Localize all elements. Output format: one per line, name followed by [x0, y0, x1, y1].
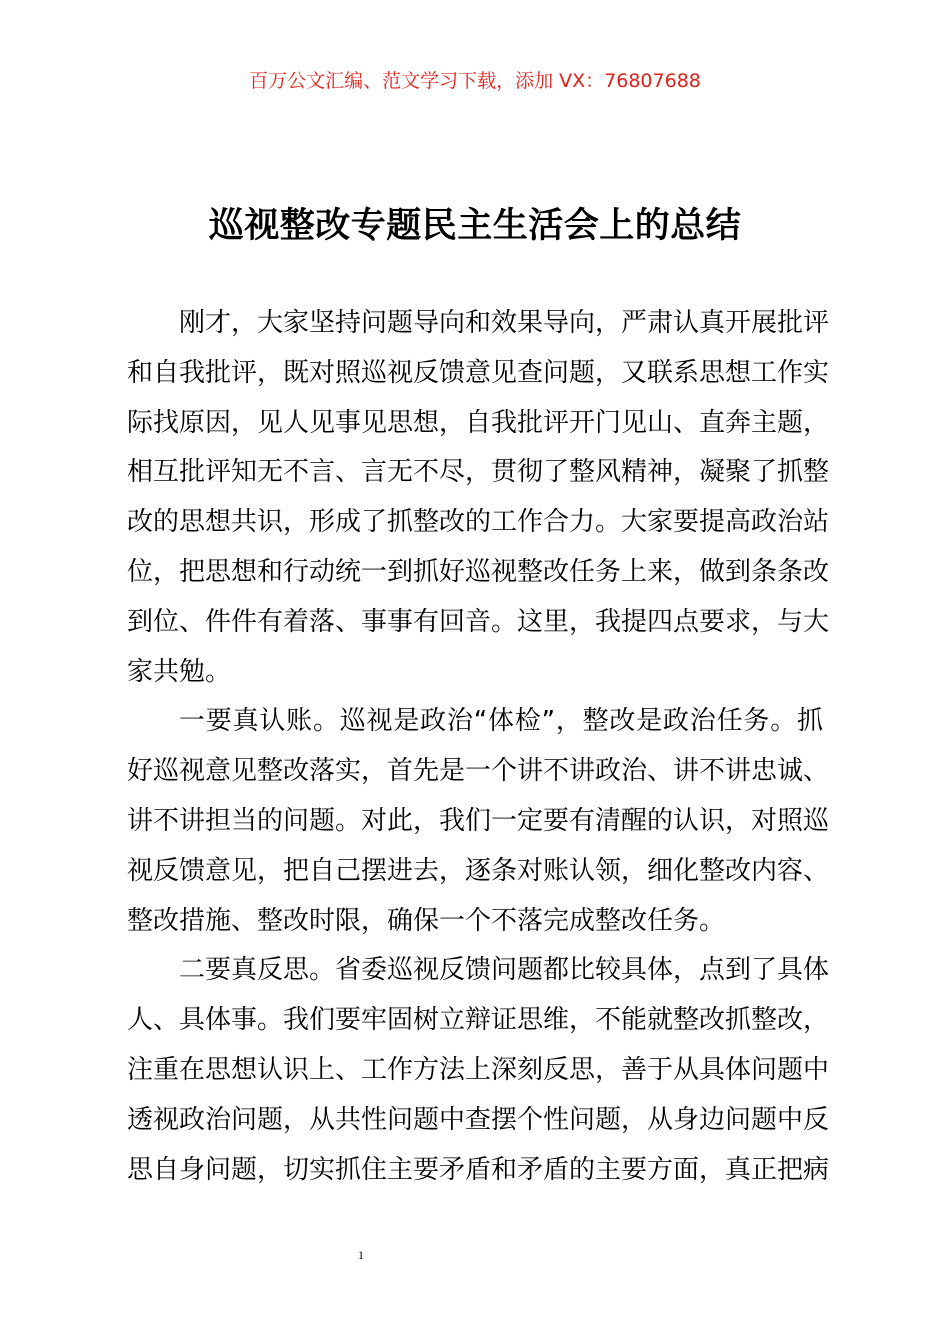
paragraph-line: 位，把思想和行动统一到抓好巡视整改任务上来，做到条条改: [127, 556, 830, 587]
paragraph: [127, 946, 830, 1195]
paragraph: [127, 299, 830, 697]
paragraph-line: 整改措施、整改时限，确保一个不落完成整改任务。: [127, 905, 726, 936]
paragraph: [127, 697, 830, 946]
document-body: [127, 299, 830, 1195]
document-title: 巡视整改专题民主生活会上的总结: [208, 206, 742, 246]
paragraph-line: 际找原因，见人见事见思想，自我批评开门见山、直奔主题，: [127, 407, 830, 438]
paragraph-line: 好巡视意见整改落实，首先是一个讲不讲政治、讲不讲忠诚、: [127, 756, 830, 787]
paragraph-line: 改的思想共识，形成了抓整改的工作合力。大家要提高政治站: [127, 507, 830, 538]
paragraph-line: 注重在思想认识上、工作方法上深刻反思，善于从具体问题中: [127, 1054, 830, 1085]
paragraph-line: 思自身问题，切实抓住主要矛盾和矛盾的主要方面，真正把病: [127, 1154, 830, 1185]
paragraph-line: 视反馈意见，把自己摆进去，逐条对账认领，细化整改内容、: [127, 855, 830, 886]
paragraph-line: 人、具体事。我们要牢固树立辩证思维，不能就整改抓整改，: [127, 1005, 830, 1036]
paragraph-line: 家共勉。: [127, 656, 232, 687]
paragraph-line: 二要真反思。省委巡视反馈问题都比较具体，点到了具体: [179, 955, 830, 986]
paragraph-line: 一要真认账。巡视是政治“体检”，整改是政治任务。抓: [179, 706, 823, 737]
paragraph-line: 透视政治问题，从共性问题中查摆个性问题，从身边问题中反: [127, 1104, 830, 1135]
watermark-header: 百万公文汇编、范文学习下载，添加 VX：76807688: [249, 70, 701, 92]
paragraph-line: 讲不讲担当的问题。对此，我们一定要有清醒的认识，对照巡: [127, 805, 830, 836]
paragraph-line: 到位、件件有着落、事事有回音。这里，我提四点要求，与大: [127, 606, 830, 637]
page-number: 1: [358, 1248, 364, 1262]
paragraph-line: 相互批评知无不言、言无不尽，贯彻了整风精神，凝聚了抓整: [127, 457, 830, 488]
paragraph-line: 刚才，大家坚持问题导向和效果导向，严肃认真开展批评: [179, 308, 830, 338]
paragraph-line: 和自我批评，既对照巡视反馈意见查问题，又联系思想工作实: [127, 357, 830, 388]
